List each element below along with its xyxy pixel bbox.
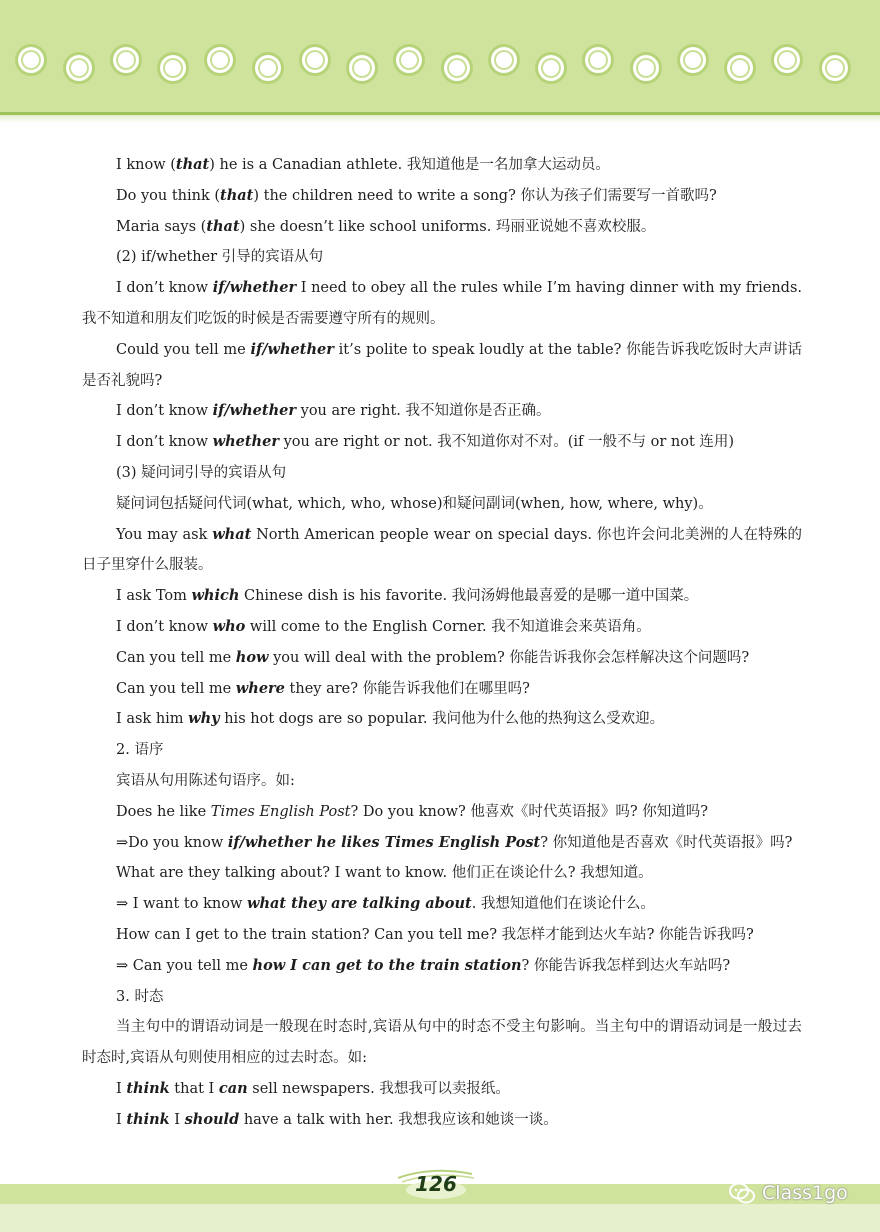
text-line	[82, 643, 802, 674]
body-text: I	[116, 1111, 127, 1128]
body-text: you are right or not. 我不知道你对不对。(if 一般不与 or not 连用)	[278, 434, 735, 451]
text-line	[82, 581, 802, 612]
emphasis-text: why	[188, 710, 220, 728]
body-text: You may ask	[116, 526, 213, 543]
emphasis-text: what	[212, 525, 252, 543]
chat-bubbles-icon	[728, 1181, 756, 1205]
text-line	[82, 920, 802, 951]
emphasis-text: if/whether	[250, 340, 334, 358]
text-line	[82, 1105, 802, 1136]
body-text: ? 你能告诉我怎样到达火车站吗?	[521, 957, 731, 974]
body-text: that I	[169, 1080, 219, 1097]
ring-icon	[252, 52, 284, 84]
body-text: ) the children need to write a song? 你认为孩子们需要写一首歌吗?	[253, 187, 717, 204]
emphasis-text: how I can get to the train station	[252, 956, 522, 974]
body-text: 疑问词包括疑问代词(what, which, who, whose)和疑问副词(when, how, where, why)。	[116, 495, 713, 512]
emphasis-text: think	[126, 1079, 170, 1097]
text-line	[82, 704, 802, 735]
body-text: 3. 时态	[116, 988, 164, 1005]
body-text: ) he is a Canadian athlete. 我知道他是一名加拿大运动员。	[209, 157, 610, 173]
body-text: 宾语从句用陈述句语序。如:	[116, 772, 295, 789]
body-text: Could you tell me	[116, 341, 251, 358]
ring-icon	[771, 44, 803, 76]
text-line	[82, 858, 802, 889]
emphasis-text: what they are talking about	[246, 895, 472, 913]
body-text: I	[169, 1111, 185, 1128]
text-line	[82, 982, 802, 1013]
ring-icon	[630, 52, 662, 84]
ring-icon	[157, 52, 189, 84]
text-line	[82, 951, 802, 982]
body-text: you are right. 我不知道你是否正确。	[296, 403, 551, 420]
body-text: I	[116, 1080, 127, 1097]
emphasis-text: where	[235, 679, 285, 697]
body-text: 2. 语序	[116, 742, 164, 759]
text-line	[82, 458, 802, 489]
emphasis-text: which	[191, 587, 240, 605]
body-text: ⇒Do you know	[116, 834, 228, 851]
ring-icon	[582, 44, 614, 76]
body-text: ) she doesn’t like school uniforms. 玛丽亚说她不喜欢校服。	[239, 218, 656, 235]
emphasis-text: think	[126, 1110, 170, 1128]
text-line	[82, 150, 802, 181]
text-line	[82, 1012, 802, 1074]
emphasis-text: that	[175, 156, 210, 173]
body-text: Do you think (	[116, 187, 221, 204]
ring-icon	[346, 52, 378, 84]
emphasis-text: should	[184, 1110, 240, 1128]
emphasis-text: if/whether	[212, 402, 297, 420]
ring-icon	[819, 52, 851, 84]
emphasis-text: how	[235, 648, 269, 666]
body-text: ⇒ Can you tell me	[116, 957, 253, 974]
body-text: will come to the English Corner. 我不知道谁会来英语角。	[245, 618, 651, 635]
text-line	[82, 489, 802, 520]
body-text: . 我想知道他们在谈论什么。	[471, 896, 655, 913]
ring-icon	[441, 52, 473, 84]
body-text: (3) 疑问词引导的宾语从句	[116, 464, 287, 481]
emphasis-text: if/whether	[212, 279, 297, 297]
body-text: you will deal with the problem? 你能告诉我你会怎样解决这个问题吗?	[268, 649, 750, 666]
text-line	[82, 735, 802, 766]
body-text: I don’t know	[116, 434, 213, 451]
ring-icon	[535, 52, 567, 84]
text-line	[82, 674, 802, 705]
footer-band-light	[0, 1204, 880, 1232]
body-text: ? Do you know? 他喜欢《时代英语报》吗? 你知道吗?	[350, 803, 709, 820]
text-line	[82, 766, 802, 797]
body-text: have a talk with her. 我想我应该和她谈一谈。	[239, 1111, 558, 1128]
text-line	[82, 396, 802, 427]
ring-icon	[204, 44, 236, 76]
ring-icon	[110, 44, 142, 76]
emphasis-text: whether	[212, 433, 279, 451]
text-line	[82, 520, 802, 582]
text-line	[82, 427, 802, 458]
body-text: ⇒ I want to know	[116, 896, 247, 913]
emphasis-text: that	[206, 217, 240, 235]
ring-icon	[677, 44, 709, 76]
body-text: North American people wear on special days. 你也许会问北美洲的人在特殊的日子里穿什么服装。	[82, 526, 802, 574]
ring-icon	[299, 44, 331, 76]
body-text: they are? 你能告诉我他们在哪里吗?	[284, 680, 530, 697]
text-line	[82, 335, 802, 397]
body-text: Can you tell me	[116, 649, 236, 666]
body-text: I ask Tom	[116, 588, 192, 605]
body-text: I know (	[116, 157, 176, 173]
body-text: Maria says (	[116, 218, 207, 235]
header-shadow	[0, 115, 880, 123]
ring-icon	[488, 44, 520, 76]
body-text: I don’t know	[116, 618, 213, 635]
text-line	[82, 212, 802, 243]
text-line	[82, 273, 802, 335]
page-number: 126	[415, 1172, 457, 1196]
emphasis-text: can	[218, 1079, 248, 1097]
ring-icon	[393, 44, 425, 76]
body-text: (2) if/whether 引导的宾语从句	[116, 249, 324, 266]
watermark	[728, 1180, 848, 1206]
body-text: sell newspapers. 我想我可以卖报纸。	[247, 1080, 510, 1097]
watermark-text: Class1go	[762, 1182, 848, 1204]
body-text: I ask him	[116, 711, 189, 728]
emphasis-text: who	[212, 617, 246, 635]
body-text: his hot dogs are so popular. 我问他为什么他的热狗这么受欢迎。	[219, 711, 665, 728]
body-text: What are they talking about? I want to know. 他们正在谈论什么? 我想知道。	[116, 865, 653, 882]
body-text: it’s polite to speak loudly at the table? 你能告诉我吃饭时大声讲话是否礼貌吗?	[82, 341, 802, 389]
body-text: How can I get to the train station? Can you tell me? 我怎样才能到达火车站? 你能告诉我吗?	[116, 926, 754, 943]
body-text: 当主句中的谓语动词是一般现在时态时,宾语从句中的时态不受主句影响。当主句中的谓语动词是一般过去时态时,宾语从句则使用相应的过去时态。如:	[82, 1019, 802, 1067]
body-text: I don’t know	[116, 403, 213, 420]
ring-icon	[15, 44, 47, 76]
text-line	[82, 242, 802, 273]
text-line	[82, 889, 802, 920]
body-text: I need to obey all the rules while I’m having dinner with my friends. 我不知道和朋友们吃饭的时候是否需要遵守所有的规则。	[82, 280, 802, 327]
text-line	[82, 612, 802, 643]
body-text: Can you tell me	[116, 680, 236, 697]
ring-icon	[724, 52, 756, 84]
emphasis-text: that	[220, 186, 254, 204]
emphasis-text: Times English Post	[210, 803, 351, 820]
text-line	[82, 797, 802, 828]
text-line	[82, 1074, 802, 1105]
body-text: ? 你知道他是否喜欢《时代英语报》吗?	[540, 834, 793, 851]
emphasis-text: if/whether he likes Times English Post	[227, 833, 541, 851]
body-text: I don’t know	[116, 280, 213, 297]
text-line	[82, 181, 802, 212]
page-content	[82, 150, 802, 1136]
body-text: Chinese dish is his favorite. 我问汤姆他最喜爱的是哪一道中国菜。	[239, 588, 699, 605]
body-text: Does he like	[116, 803, 211, 820]
ring-icon	[63, 52, 95, 84]
text-line	[82, 828, 802, 859]
